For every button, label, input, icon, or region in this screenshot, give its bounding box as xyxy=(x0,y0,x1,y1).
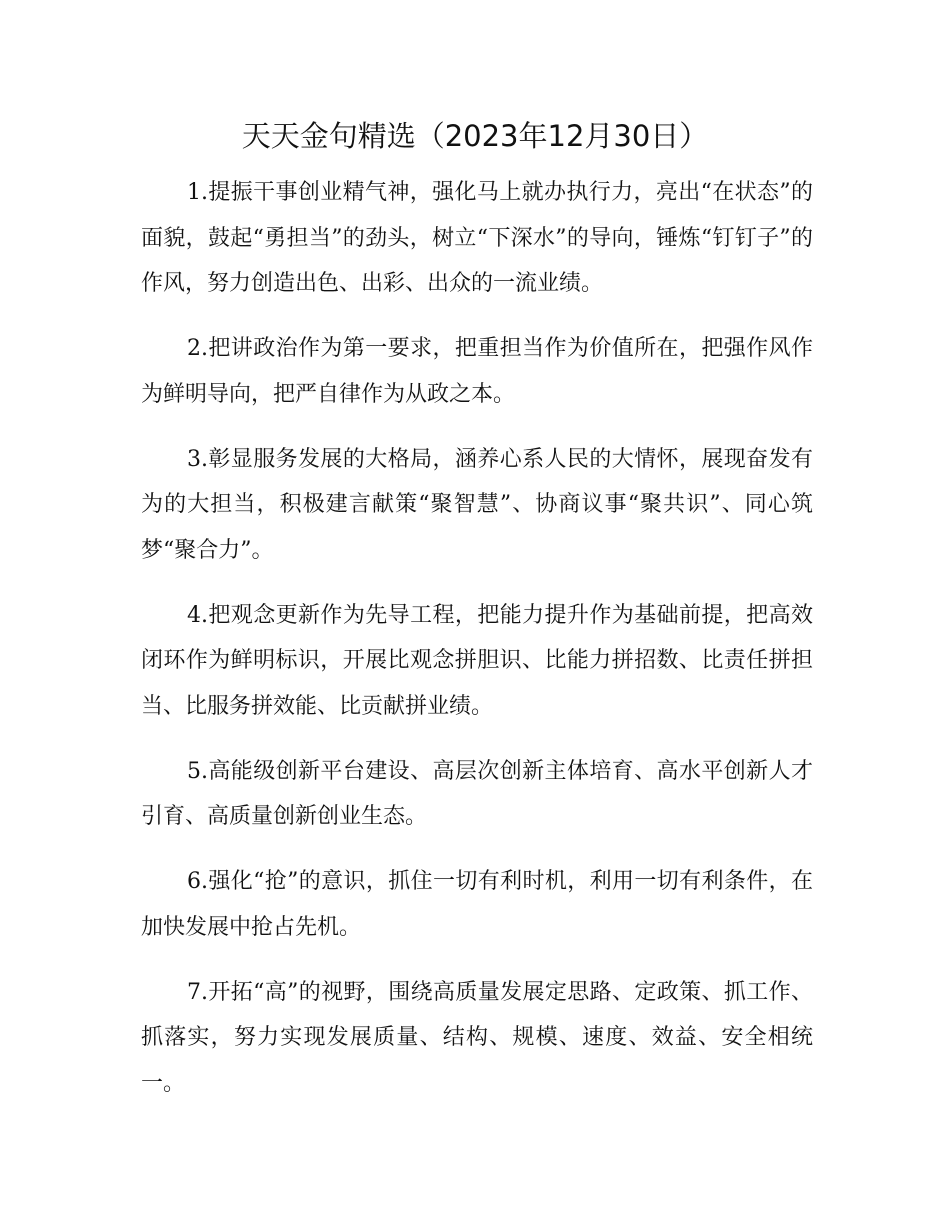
paragraph-4: 4.把观念更新作为先导工程，把能力提升作为基础前提，把高效闭环作为鲜明标识，开展比观念拼胆识、比能力拼招数、比责任拼担当、比服务拼效能、比贡献拼业绩。 xyxy=(141,602,813,720)
paragraph-3: 3.彰显服务发展的大格局，涵养心系人民的大情怀，展现奋发有为的大担当，积极建言献策“聚智慧”、协商议事“聚共识”、同心筑梦“聚合力”。 xyxy=(141,446,813,563)
paragraph-2: 2.把讲政治作为第一要求，把重担当作为价值所在，把强作风作为鲜明导向，把严自律作为从政之本。 xyxy=(141,336,813,407)
paragraph-6: 6.强化“抢”的意识，抓住一切有利时机，利用一切有利条件，在加快发展中抢占先机。 xyxy=(141,869,813,940)
document-body xyxy=(141,170,813,1126)
paragraph-7: 7.开拓“高”的视野，围绕高质量发展定思路、定政策、抓工作、抓落实，努力实现发展质量、结构、规模、速度、效益、安全相统一。 xyxy=(141,979,813,1096)
paragraph-5: 5.高能级创新平台建设、高层次创新主体培育、高水平创新人才引育、高质量创新创业生态。 xyxy=(141,758,813,830)
paragraph-1: 1.提振干事创业精气神，强化马上就办执行力，亮出“在状态”的面貌，鼓起“勇担当”的劲头，树立“下深水”的导向，锤炼“钉钉子”的作风，努力创造出色、出彩、出众的一流业绩。 xyxy=(141,180,813,297)
document-title: 天天金句精选（2023年12月30日） xyxy=(241,119,709,153)
